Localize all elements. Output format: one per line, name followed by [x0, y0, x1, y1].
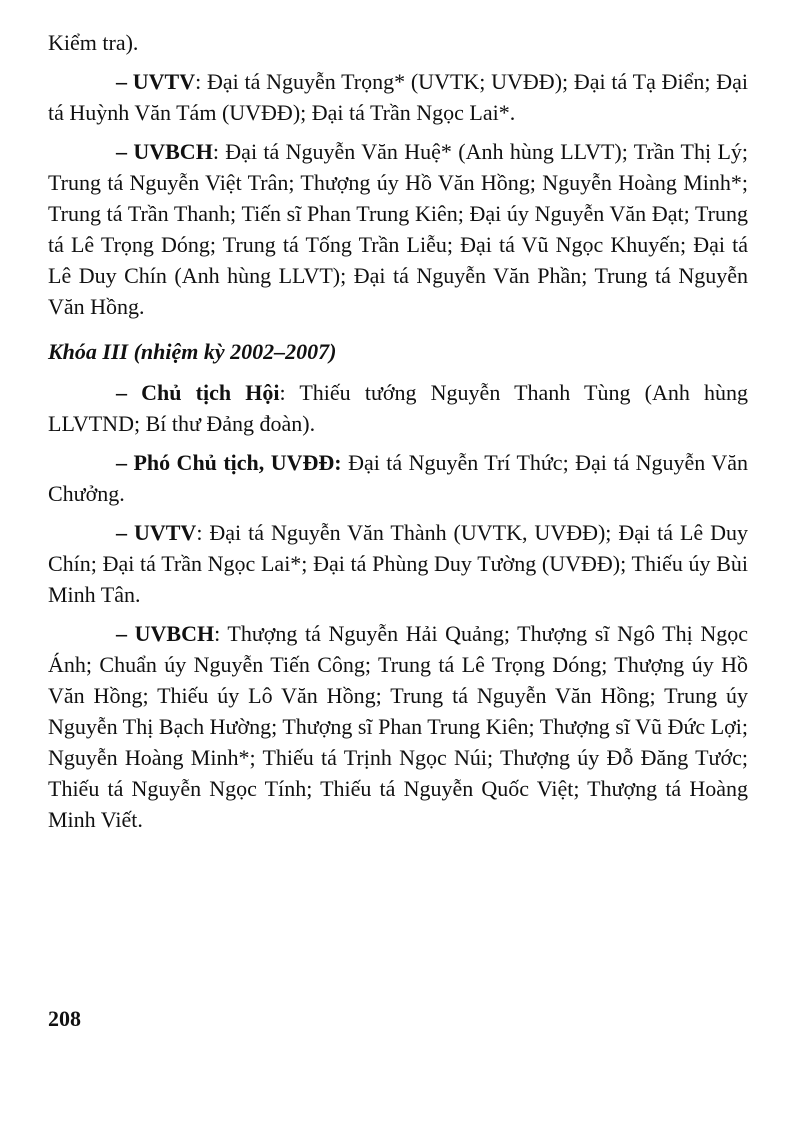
label: – UVTV: [116, 520, 197, 545]
page-number: 208: [48, 1006, 81, 1031]
text: : Thiếu tướng Nguyễn Thanh Tùng (Anh hùng LLVTND; Bí thư Đảng đoàn).: [48, 380, 748, 436]
text: : Đại tá Nguyễn Văn Huệ* (Anh hùng LLVT); Trần Thị Lý; Trung tá Nguyễn Việt Trân; Thượng úy Hồ Văn Hồng; Nguyễn Hoàng Minh*; Trung tá Trần Thanh; Tiến sĩ Phan Trung Kiên; Đại úy Nguyễn Văn Đạt; Trung tá Lê Trọng Dóng; Trung tá Tống Trần Liễu; Đại tá Vũ Ngọc Khuyến; Đại tá Lê Duy Chín (Anh hùng LLVT); Đại tá Nguyễn Văn Phần; Trung tá Nguyễn Văn Hồng.: [48, 139, 748, 319]
term2-uvbch: [48, 136, 748, 322]
term3-uvbch: [48, 618, 748, 835]
term3-chairman: [48, 377, 748, 439]
text: : Đại tá Nguyễn Trọng* (UVTK; UVĐĐ); Đại tá Tạ Điển; Đại tá Huỳnh Văn Tám (UVĐĐ); Đại tá Trần Ngọc Lai*.: [48, 69, 748, 125]
label: – UVBCH: [116, 621, 215, 646]
label: – UVTV: [116, 69, 196, 94]
label: – UVBCH: [116, 139, 213, 164]
term2-uvtv: [48, 66, 748, 128]
term3-uvtv: [48, 517, 748, 610]
term3-vice-chairman: [48, 447, 748, 509]
text: Đại tá Nguyễn Trí Thức; Đại tá Nguyễn Văn Chưởng.: [48, 450, 748, 506]
text: : Đại tá Nguyễn Văn Thành (UVTK, UVĐĐ); Đại tá Lê Duy Chín; Đại tá Trần Ngọc Lai*; Đại tá Phùng Duy Tường (UVĐĐ); Thiếu úy Bùi Minh Tân.: [48, 520, 748, 607]
intro-text: Kiểm tra).: [48, 30, 139, 55]
text: : Thượng tá Nguyễn Hải Quảng; Thượng sĩ Ngô Thị Ngọc Ánh; Chuẩn úy Nguyễn Tiến Công; Trung tá Lê Trọng Dóng; Thượng úy Hồ Văn Hồng; Thiếu úy Lô Văn Hồng; Trung tá Nguyễn Văn Hồng; Trung úy Nguyễn Thị Bạch Hường; Thượng sĩ Phan Trung Kiên; Thượng sĩ Vũ Đức Lợi; Nguyễn Hoàng Minh*; Thiếu tá Trịnh Ngọc Núi; Thượng úy Đỗ Đăng Tước; Thiếu tá Nguyễn Ngọc Tính; Thiếu tá Nguyễn Quốc Việt; Thượng tá Hoàng Minh Viết.: [48, 621, 748, 832]
label: – Chủ tịch Hội: [116, 380, 280, 405]
term3-heading: Khóa III (nhiệm kỳ 2002–2007): [48, 339, 337, 364]
page-body: [48, 27, 748, 843]
label: – Phó Chủ tịch, UVĐĐ:: [116, 450, 342, 475]
